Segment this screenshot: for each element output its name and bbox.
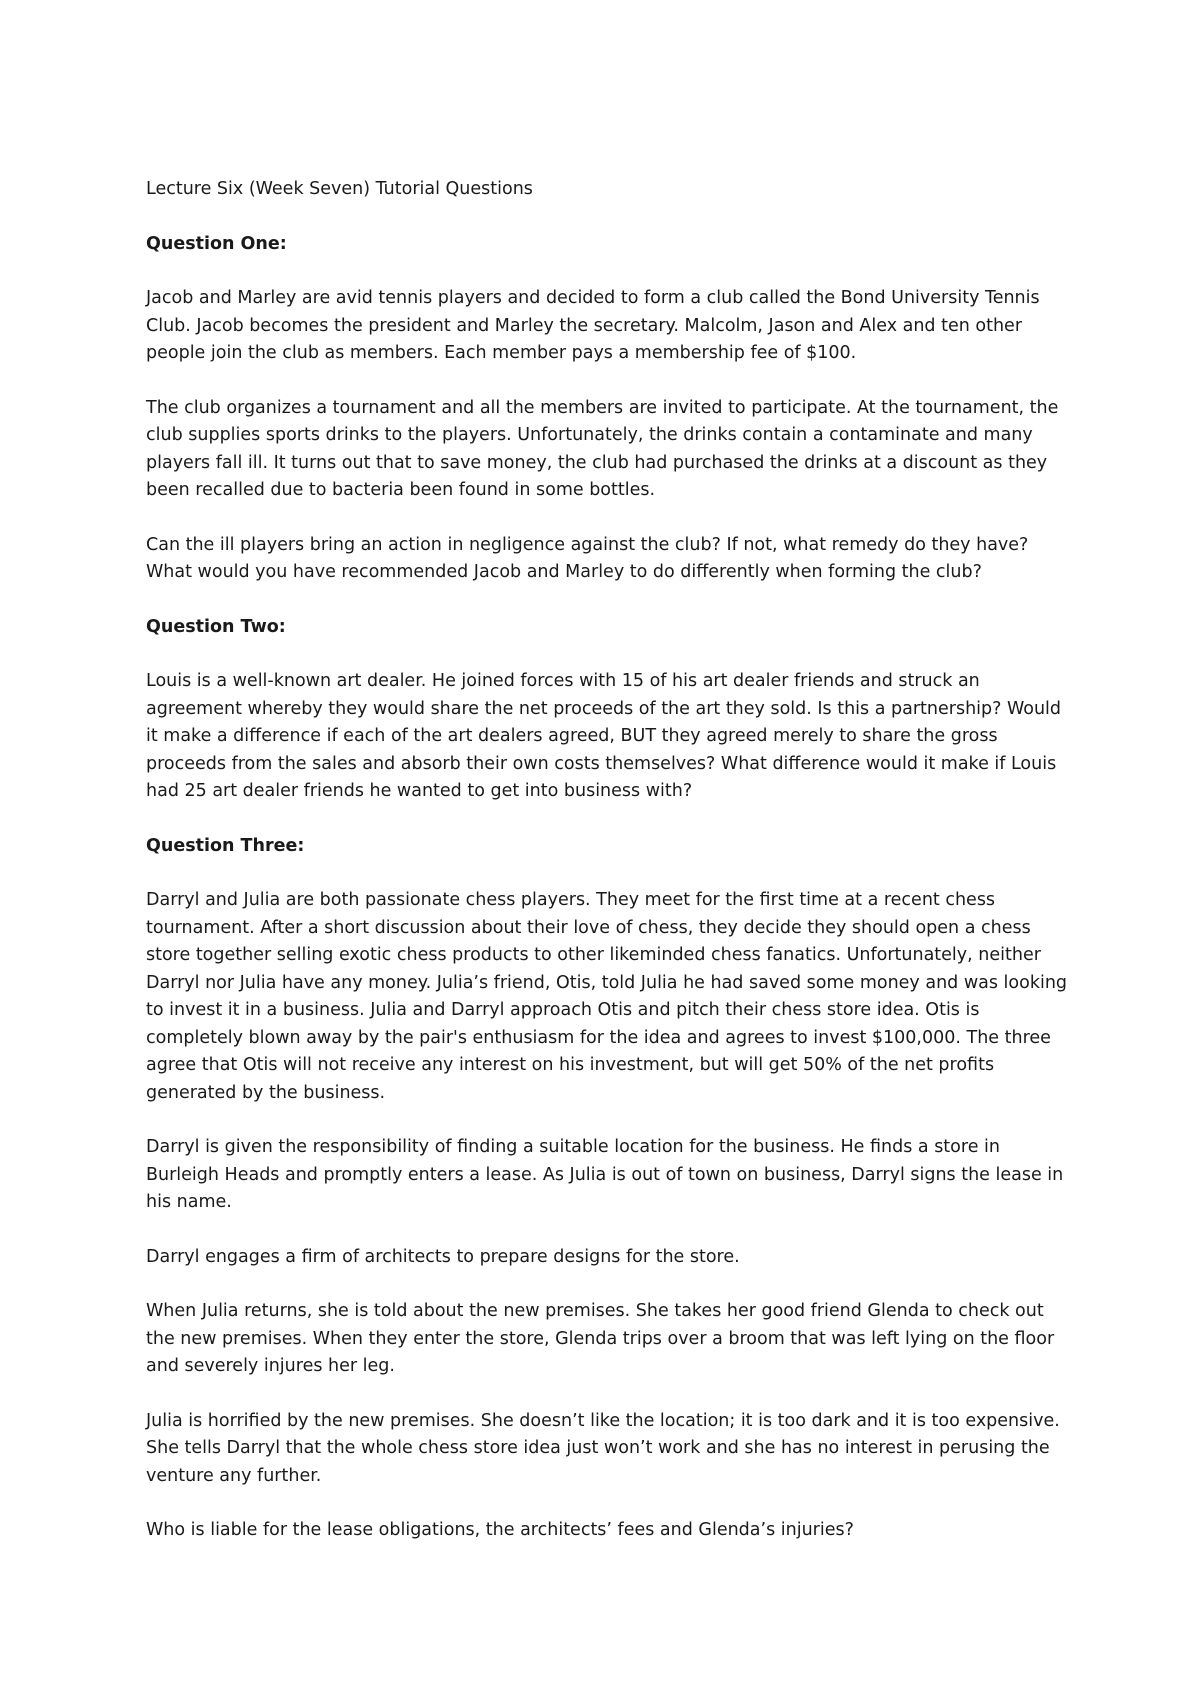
question-three-heading: Question Three: (146, 835, 305, 856)
question-three-paragraph-5: Julia is horrified by the new premises. She doesn’t like the location; it is too dark and it is too expensive. She tells Darryl that the whole chess store idea just won’t work and she has no interest in perusing the venture any further. (146, 1410, 1060, 1486)
question-one-heading: Question One: (146, 233, 287, 254)
question-three-paragraph-2: Darryl is given the responsibility of finding a suitable location for the business. He finds a store in Burleigh Heads and promptly enters a lease. As Julia is out of town on business, Darryl signs the lease in his name. (146, 1137, 1064, 1212)
question-one-paragraph-3: Can the ill players bring an action in negligence against the club? If not, what remedy do they have? What would you have recommended Jacob and Marley to do differently when forming the club? (146, 534, 1029, 582)
document-title: Lecture Six (Week Seven) Tutorial Questions (146, 179, 533, 199)
question-one-paragraph-2: The club organizes a tournament and all the members are invited to participate. At the tournament, the club supplies sports drinks to the players. Unfortunately, the drinks contain a contaminate and many players fall ill. It turns out that to save money, the club had purchased the drinks at a discount as they been recalled due to bacteria been found in some bottles. (146, 397, 1059, 500)
question-three-paragraph-6: Who is liable for the lease obligations, the architects’ fees and Glenda’s injuries? (146, 1520, 854, 1540)
question-three-paragraph-1: Darryl and Julia are both passionate chess players. They meet for the first time at a recent chess tournament. After a short discussion about their love of chess, they decide they should open a chess store together selling exotic chess products to other likeminded chess fanatics. Unfortunately, neither Darryl nor Julia have any money. Julia’s friend, Otis, told Julia he had saved some money and was looking to invest it in a business. Julia and Darryl approach Otis and pitch their chess store idea. Otis is completely blown away by the pair's enthusiasm for the idea and agrees to invest $100,000. The three agree that Otis will not receive any interest on his investment, but will get 50% of the net profits generated by the business. (146, 890, 1068, 1103)
question-three-paragraph-3: Darryl engages a firm of architects to prepare designs for the store. (146, 1246, 740, 1267)
question-two-heading: Question Two: (146, 616, 286, 637)
question-one-paragraph-1: Jacob and Marley are avid tennis players and decided to form a club called the Bond University Tennis Club. Jacob becomes the president and Marley the secretary. Malcolm, Jason and Alex and ten other people join the club as members. Each member pays a membership fee of $100. (146, 288, 1040, 363)
document-body (146, 176, 1076, 1572)
question-two-paragraph-1: Louis is a well-known art dealer. He joined forces with 15 of his art dealer friends and struck an agreement whereby they would share the net proceeds of the art they sold. Is this a partnership? Would it make a difference if each of the art dealers agreed, BUT they agreed merely to share the gross proceeds from the sales and absorb their own costs themselves? What difference would it make if Louis had 25 art dealer friends he wanted to get into business with? (146, 671, 1062, 801)
question-three-paragraph-4: When Julia returns, she is told about the new premises. She takes her good friend Glenda to check out the new premises. When they enter the store, Glenda trips over a broom that was left lying on the floor and severely injures her leg. (146, 1301, 1055, 1376)
